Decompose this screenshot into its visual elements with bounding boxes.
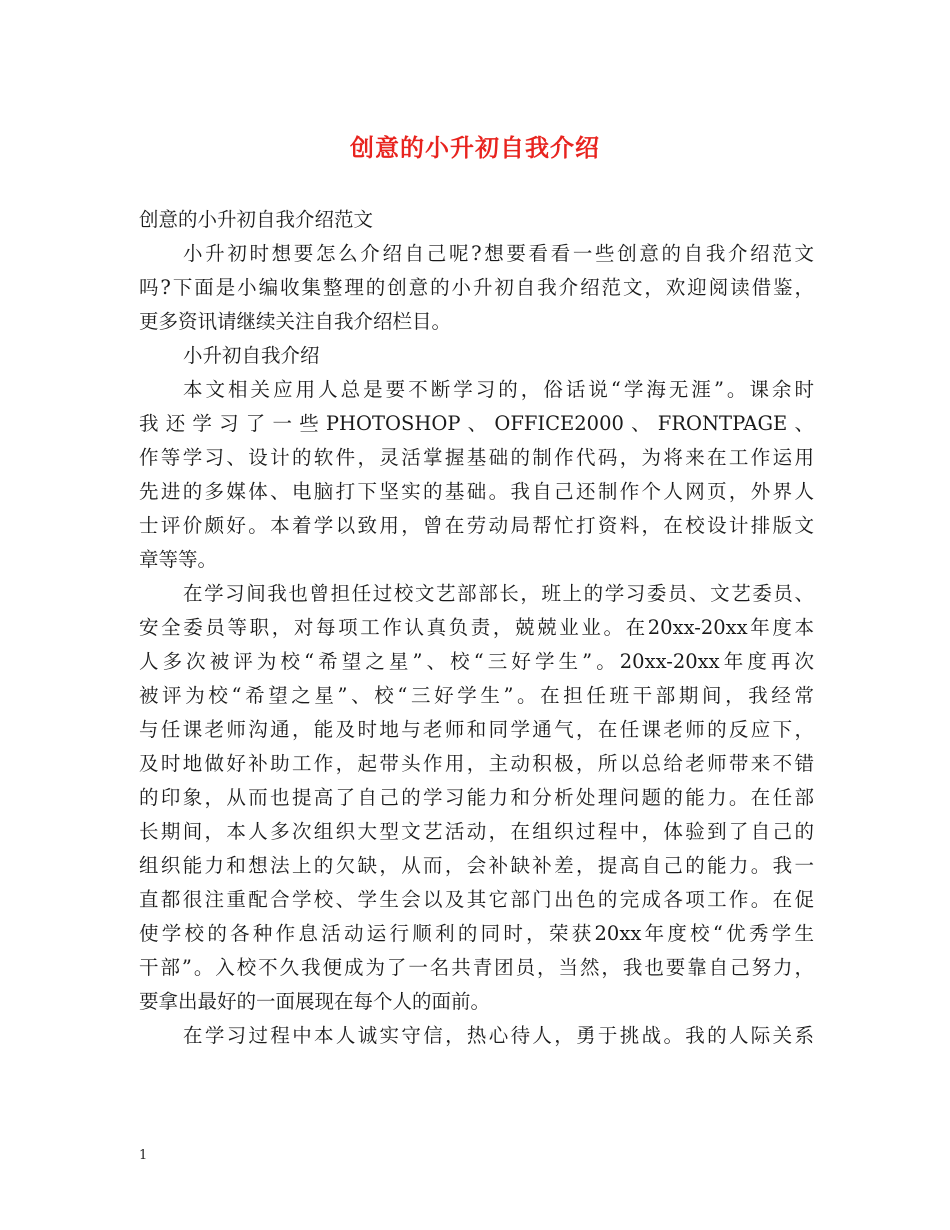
body-line: 章等等。 — [139, 548, 218, 571]
body-line: 先进的多媒体、电脑打下坚实的基础。我自己还制作个人网页，外界人 — [139, 480, 814, 503]
body-line: 在学习过程中本人诚实守信，热心待人，勇于挑战。我的人际关系 — [183, 1024, 814, 1047]
body-line: 小升初时想要怎么介绍自己呢?想要看看一些创意的自我介绍范文 — [183, 242, 814, 265]
body-line: 本文相关应用人总是要不断学习的，俗话说“学海无涯”。课余时 — [183, 378, 814, 401]
document-title: 创意的小升初自我介绍 — [350, 133, 600, 162]
document-body — [139, 203, 814, 1053]
body-line: 组织能力和想法上的欠缺，从而，会补缺补差，提高自己的能力。我一 — [139, 854, 814, 877]
body-line: 小升初自我介绍 — [183, 344, 320, 367]
body-line: 我还学习了一些PHOTOSHOP、OFFICE2000、FRONTPAGE、 — [139, 412, 814, 435]
body-line: 吗?下面是小编收集整理的创意的小升初自我介绍范文，欢迎阅读借鉴， — [139, 276, 814, 299]
body-line: 与任课老师沟通，能及时地与老师和同学通气，在任课老师的反应下， — [139, 718, 814, 741]
body-line: 被评为校“希望之星”、校“三好学生”。在担任班干部期间，我经常 — [139, 684, 814, 707]
body-line: 安全委员等职，对每项工作认真负责，兢兢业业。在20xx-20xx年度本 — [139, 616, 814, 639]
body-line: 干部”。入校不久我便成为了一名共青团员，当然，我也要靠自己努力， — [139, 956, 814, 979]
body-line: 人多次被评为校“希望之星”、校“三好学生”。20xx-20xx年度再次 — [139, 650, 814, 673]
body-line: 创意的小升初自我介绍范文 — [139, 208, 374, 231]
body-line: 作等学习、设计的软件，灵活掌握基础的制作代码，为将来在工作运用 — [139, 446, 814, 469]
body-line: 及时地做好补助工作，起带头作用，主动积极，所以总给老师带来不错 — [139, 752, 814, 775]
body-line: 士评价颇好。本着学以致用，曾在劳动局帮忙打资料，在校设计排版文 — [139, 514, 814, 537]
body-line: 长期间，本人多次组织大型文艺活动，在组织过程中，体验到了自己的 — [139, 820, 814, 843]
body-line: 要拿出最好的一面展现在每个人的面前。 — [139, 990, 491, 1013]
body-line: 使学校的各种作息活动运行顺利的同时，荣获20xx年度校“优秀学生 — [139, 922, 814, 945]
page-number: 1 — [139, 1148, 148, 1163]
body-line: 直都很注重配合学校、学生会以及其它部门出色的完成各项工作。在促 — [139, 888, 814, 911]
body-line: 在学习间我也曾担任过校文艺部部长，班上的学习委员、文艺委员、 — [183, 582, 814, 605]
body-line: 的印象，从而也提高了自己的学习能力和分析处理问题的能力。在任部 — [139, 786, 814, 809]
body-line: 更多资讯请继续关注自我介绍栏目。 — [139, 310, 452, 333]
